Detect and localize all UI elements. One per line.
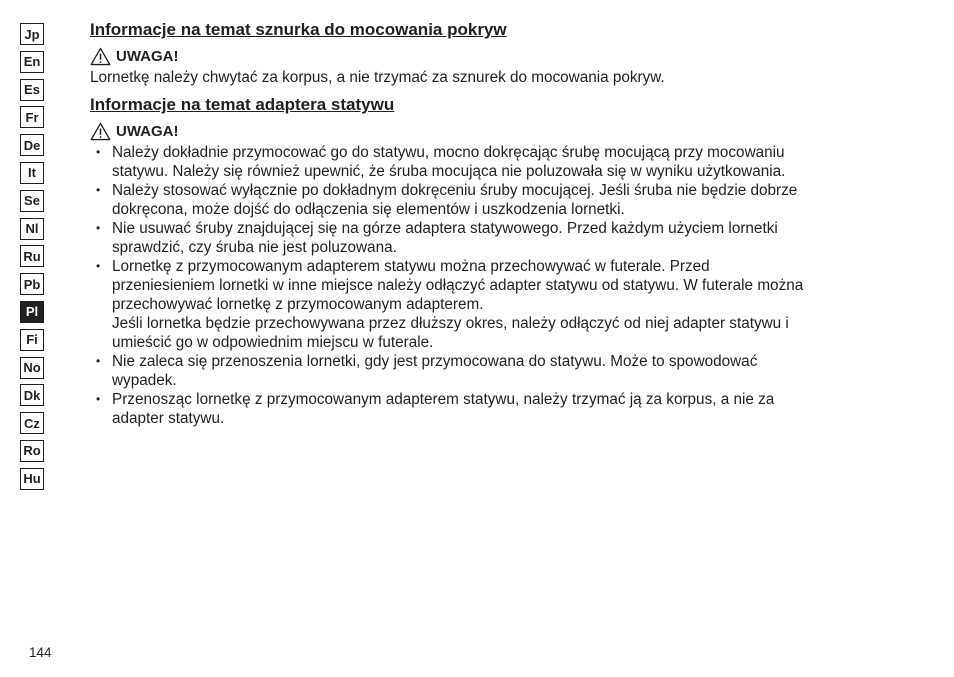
warning-heading (90, 122, 900, 141)
list-item-line: Należy stosować wyłącznie po dokładnym dokręceniu śruby mocującej. Jeśli śruba nie będzie dobrze (112, 182, 798, 199)
list-item-line: Lornetkę z przymocowanym adapterem statywu można przechowywać w futerale. Przed (112, 258, 710, 275)
language-tab-nl[interactable]: Nl (20, 218, 44, 240)
list-item-line: statywu. Należy się również upewnić, że śruba mocująca nie poluzowała się w wyniku użytkowania. (112, 163, 786, 180)
language-tab-jp[interactable]: Jp (20, 23, 44, 45)
list-item-line: przechowywać lornetkę z przymocowanym adapterem. (112, 296, 484, 313)
language-tab-cz[interactable]: Cz (20, 412, 44, 434)
list-item-line: Nie usuwać śruby znajdującej się na górze adaptera statywowego. Przed każdym użyciem lornetki (112, 220, 778, 237)
list-item (90, 352, 900, 390)
language-tab-ro[interactable]: Ro (20, 440, 44, 462)
list-item (90, 181, 900, 219)
list-item (90, 143, 900, 181)
list-item (90, 257, 900, 352)
language-tab-pb[interactable]: Pb (20, 273, 44, 295)
language-tab-pl[interactable]: Pl (20, 301, 44, 323)
list-item-line: Należy dokładnie przymocować go do statywu, mocno dokręcając śrubę mocującą przy mocowaniu (112, 144, 785, 161)
warning-triangle-icon (90, 122, 111, 141)
language-tab-fr[interactable]: Fr (20, 106, 44, 128)
language-tab-dk[interactable]: Dk (20, 384, 44, 406)
paragraph-text: Lornetkę należy chwytać za korpus, a nie trzymać za sznurek do mocowania pokryw. (90, 69, 665, 86)
language-tab-en[interactable]: En (20, 51, 44, 73)
bullet-list (90, 143, 900, 428)
language-tab-es[interactable]: Es (20, 79, 44, 101)
language-tab-no[interactable]: No (20, 357, 44, 379)
list-item (90, 390, 900, 428)
section-tripod-adapter (90, 94, 900, 428)
page-number: 144 (29, 645, 52, 660)
warning-label: UWAGA! (116, 123, 179, 140)
list-item (90, 219, 900, 257)
section-lens-cap-strap (90, 19, 900, 87)
language-tab-de[interactable]: De (20, 134, 44, 156)
list-item-line: sprawdzić, czy śruba nie jest poluzowana. (112, 239, 397, 256)
warning-label: UWAGA! (116, 48, 179, 65)
list-item-line: Przenosząc lornetkę z przymocowanym adapterem statywu, należy trzymać ją za korpus, a nie za (112, 391, 775, 408)
language-tab-fi[interactable]: Fi (20, 329, 44, 351)
manual-content (90, 19, 900, 428)
list-item-line: adapter statywu. (112, 410, 225, 427)
language-tab-ru[interactable]: Ru (20, 245, 44, 267)
list-item-line: przeniesieniem lornetki w inne miejsce należy odłączyć adapter statywu od statywu. W futerale można (112, 277, 804, 294)
section-title-tripod-adapter: Informacje na temat adaptera statywu (90, 95, 395, 114)
language-tabs (20, 23, 44, 496)
list-item-line: Jeśli lornetka będzie przechowywana przez dłuższy okres, należy odłączyć od niej adapter statywu i (112, 315, 789, 332)
list-item-line: umieścić go w odpowiednim miejscu w futerale. (112, 334, 434, 351)
section-title-lens-cap-strap: Informacje na temat sznurka do mocowania pokryw (90, 20, 507, 39)
warning-heading (90, 47, 900, 66)
warning-triangle-icon (90, 47, 111, 66)
language-tab-hu[interactable]: Hu (20, 468, 44, 490)
list-item-line: Nie zaleca się przenoszenia lornetki, gdy jest przymocowana do statywu. Może to spowodować (112, 353, 758, 370)
language-tab-se[interactable]: Se (20, 190, 44, 212)
list-item-line: dokręcona, może dojść do odłączenia się elementów i uszkodzenia lornetki. (112, 201, 625, 218)
language-tab-it[interactable]: It (20, 162, 44, 184)
list-item-line: wypadek. (112, 372, 177, 389)
